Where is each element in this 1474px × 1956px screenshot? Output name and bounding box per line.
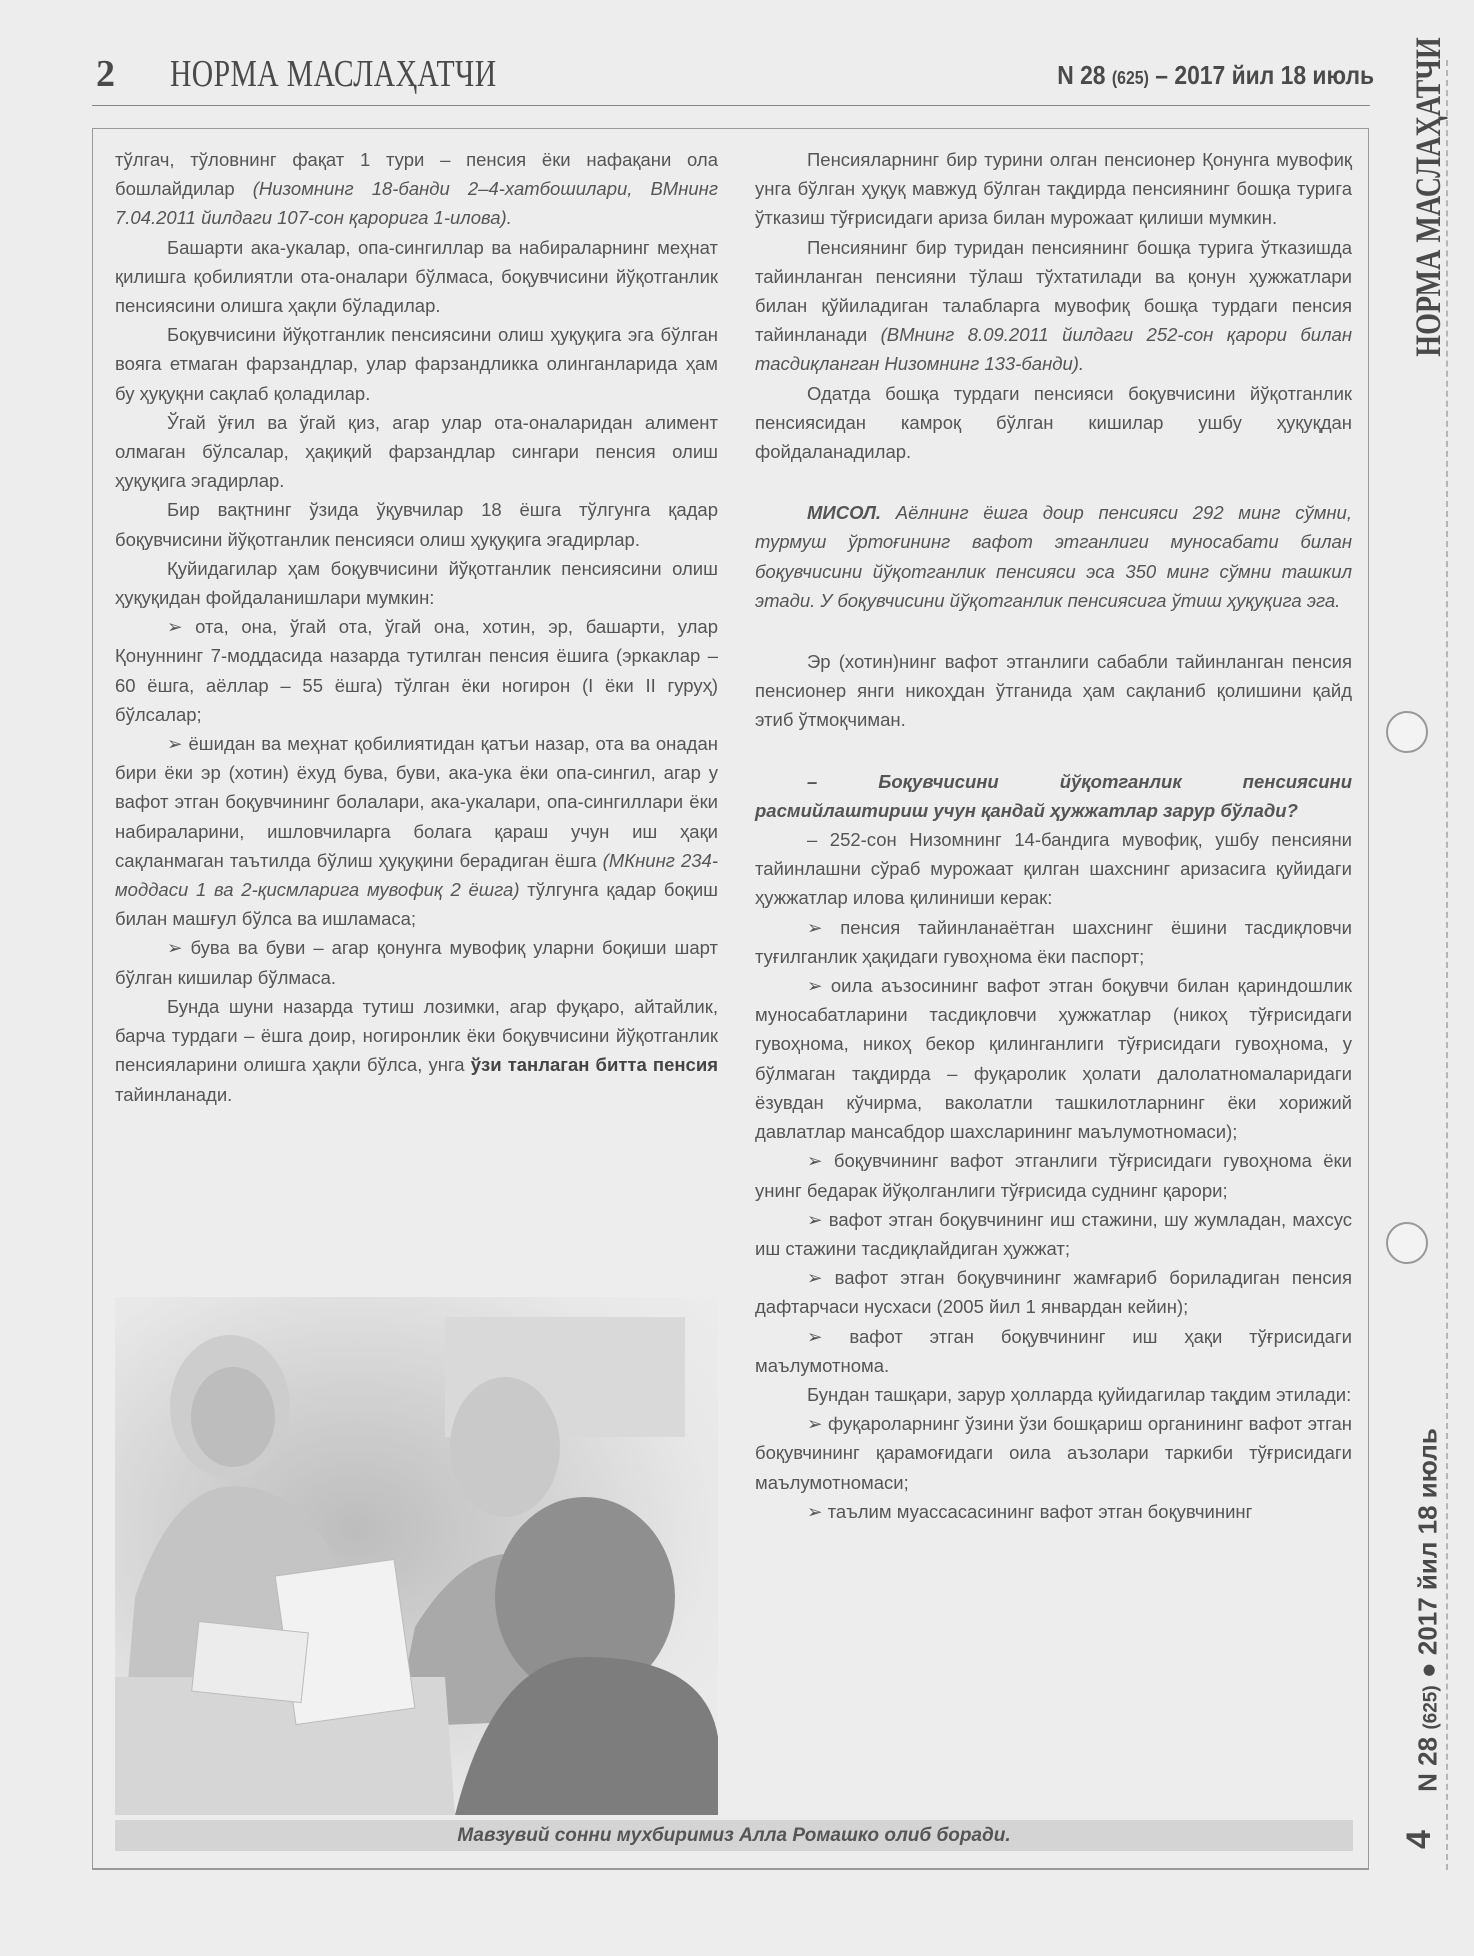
paragraph — [115, 554, 718, 612]
binder-hole — [1386, 711, 1428, 753]
body-text: ➢ вафот этган боқувчининг иш ҳақи тўғрисидаги маълумотнома. — [755, 1325, 1352, 1376]
paragraph — [755, 379, 1352, 467]
body-text: Ўгай ўғил ва ўгай қиз, агар улар ота-оналаридан алимент олмаган бўлсалар, ҳақиқий фарзандлар сингари пенсия олиш ҳуқуқига эгадирлар. — [115, 411, 718, 492]
issue-number: N 28 — [1057, 60, 1106, 90]
body-text: тайинланади. — [115, 1083, 233, 1105]
paragraph — [755, 1205, 1352, 1263]
body-text: – 252-сон Низомнинг 14-бандига мувофиқ, ушбу пенсияни тайинлашни сўраб мурожаат қилган шахснинг аризасига қуйидаги ҳужжатлар илова қилиниши керак: — [755, 829, 1352, 909]
emphasis-text: ўзи танлаган битта пенсия — [470, 1054, 718, 1076]
body-text: ➢ таълим муассасасининг вафот этган боқувчининг — [807, 1500, 1253, 1522]
body-text: Башарти ака-укалар, опа-сингиллар ва набираларнинг меҳнат қилишга қобилиятли ота-оналари бўлмаса, боқувчисини йўқотганлик пенсиясини олишга ҳақли бўладилар. — [115, 236, 718, 317]
emphasis-text: МИСОЛ. — [807, 502, 882, 524]
body-text: Пенсияларнинг бир турини олган пенсионер Қонунга мувофиқ унга бўлган ҳуқуқ мавжуд бўлган тақдирда пенсиянинг бошқа турига ўтказиш тўғрисидаги ариза билан мурожаат қилиши мумкин. — [755, 149, 1352, 229]
paragraph — [115, 933, 718, 991]
article-photo — [115, 1297, 718, 1815]
paragraph — [755, 1409, 1352, 1497]
paragraph — [755, 1380, 1352, 1409]
issue-date: – 2017 йил 18 июль — [1155, 60, 1374, 90]
binder-hole — [1386, 1222, 1428, 1264]
side-issue-date: ● 2017 йил 18 июль — [1412, 1428, 1443, 1679]
paragraph — [755, 1263, 1352, 1321]
side-masthead-text: НОРМА МАСЛАҲАТЧИ — [1408, 37, 1448, 357]
body-text: ➢ пенсия тайинланаётган шахснинг ёшини тасдиқловчи туғилганлик ҳақидаги гувоҳнома ёки паспорт; — [755, 916, 1352, 967]
side-issue-info — [1398, 1350, 1458, 1870]
emphasis-text: – Боқувчисини йўқотганлик пенсиясини расмийлаштириш учун қандай ҳужжатлар зарур бўлади? — [755, 770, 1352, 821]
right-column — [755, 145, 1352, 1526]
body-text: Одатда бошқа турдаги пенсияси боқувчисини йўқотганлик пенсиясидан камроқ бўлган кишилар ушбу ҳуқуқдан фойдаланадилар. — [755, 382, 1352, 463]
body-text: Бундан ташқари, зарур ҳолларда қуйидагилар тақдим этилади: — [807, 1383, 1352, 1405]
left-column — [115, 145, 718, 1109]
body-text: ➢ вафот этган боқувчининг иш стажини, шу жумладан, махсус иш стажини тасдиқлайдиган ҳужжат; — [755, 1208, 1352, 1259]
paragraph — [115, 495, 718, 553]
paragraph — [115, 729, 718, 933]
paragraph — [115, 612, 718, 729]
paragraph — [755, 971, 1352, 1146]
side-masthead — [1398, 37, 1458, 357]
body-text: тўлгунга қадар боқиш билан машғул бўлса ва ишламаса; — [115, 879, 718, 930]
paragraph — [755, 1146, 1352, 1204]
body-text: Бунда шуни назарда тутиш лозимки, агар фуқаро, айтайлик, барча турдаги – ёшга доир, ногиронлик ёки боқувчисини йўқотганлик пенсияларини олишга ҳақли бўлса, унга — [115, 995, 718, 1076]
paragraph — [755, 1497, 1352, 1526]
side-page-number: 4 — [1399, 1830, 1438, 1849]
paragraph — [115, 320, 718, 408]
paragraph — [755, 233, 1352, 379]
citation-text: (Низомнинг 18-банди 2–4-хатбошилари, ВМнинг 7.04.2011 йилдаги 107-сон қарорига 1-илова). — [115, 178, 718, 229]
body-text: ➢ ота, она, ўгай ота, ўгай она, хотин, эр, башарти, улар Қонуннинг 7-моддасида назарда тутилган пенсия ёшига (эркаклар – 60 ёшга, аёллар – 55 ёшга) тўлган ёки ногирон (I ёки II гуруҳ) бўлсалар; — [115, 616, 718, 725]
citation-text: (МКнинг 234-моддаси 1 ва 2-қисмларига мувофиқ 2 ёшга) — [115, 849, 719, 901]
issue-total: (625) — [1111, 68, 1149, 88]
paragraph — [115, 408, 718, 496]
issue-info — [1057, 60, 1374, 91]
body-text: ➢ вафот этган боқувчининг жамғариб бориладиган пенсия дафтарчаси нусхаси (2005 йил 1 январдан кейин); — [755, 1267, 1352, 1318]
body-text: Бир вақтнинг ўзида ўқувчилар 18 ёшга тўлгунга қадар боқувчисини йўқотганлик пенсияси олиш ҳуқуқига эгадирлар. — [115, 499, 718, 550]
body-text: ➢ фуқароларнинг ўзини ўзи бошқариш органининг вафот этган боқувчининг қарамоғидаги оила аъзолари таркиби тўғрисидаги маълумотномаси; — [755, 1413, 1352, 1493]
paragraph — [115, 992, 718, 1109]
side-issue-number: N 28 — [1412, 1736, 1443, 1792]
body-text: ➢ боқувчининг вафот этганлиги тўғрисидаги гувоҳнома ёки унинг бедарак йўқолганлиги тўғрисида суднинг қарори; — [755, 1150, 1352, 1201]
paragraph — [115, 233, 718, 321]
paragraph — [755, 913, 1352, 971]
body-text: Қуйидагилар ҳам боқувчисини йўқотганлик пенсиясини олиш ҳуқуқидан фойдаланишлари мумкин: — [115, 557, 718, 609]
body-text: ➢ оила аъзосининг вафот этган боқувчи билан қариндошлик муносабатларини тасдиқловчи ҳужжатлар (никоҳ тўғрисидаги гувоҳнома, никоҳ бекор қилинганлиги тўғрисидаги гувоҳнома, у бўлмаган тақдирда – фуқаролик ҳолати далолатномаларидаги ёзувдан кўчирма, ваколатли ташкилотларнинг ёки хорижий давлатлар мансабдор шахсларининг маълумотномаси); — [755, 975, 1352, 1143]
body-text: Пенсиянинг бир туридан пенсиянинг бошқа турига ўтказишда тайинланган пенсияни тўлаш тўхтатилади ва қонун ҳужжатлари билан қўйиладиган талабларга мувофиқ бошқа турдаги пенсия тайинланади — [755, 236, 1352, 346]
body-text: тўлгач, тўловнинг фақат 1 тури – пенсия ёки нафақани ола бошлайдилар — [115, 149, 718, 200]
paragraph — [755, 498, 1352, 615]
photo-caption: Мавзувий сонни мухбиримиз Алла Ромашко олиб боради. — [115, 1820, 1353, 1851]
citation-text: Аёлнинг ёшга доир пенсияси 292 минг сўмни, турмуш ўртоғининг вафот этганлиги муносабати билан боқувчисини йўқотганлик пенсияси эса 350 минг сўмни ташкил этади. У боқувчисини йўқотганлик пенсиясига ўтиш ҳуқуқига эга. — [755, 502, 1352, 611]
header-rule — [92, 105, 1370, 106]
side-issue-total: (625) — [1420, 1685, 1442, 1730]
paragraph — [755, 647, 1352, 735]
paragraph — [755, 825, 1352, 913]
citation-text: (ВМнинг 8.09.2011 йилдаги 252-сон қарори билан тасдиқланган Низомнинг 133-банди). — [755, 324, 1352, 375]
body-text: ➢ бува ва буви – агар қонунга мувофиқ уларни боқиши шарт бўлган кишилар бўлмаса. — [115, 937, 718, 988]
masthead-title: НОРМА МАСЛАҲАТЧИ — [170, 53, 497, 95]
body-text: Эр (хотин)нинг вафот этганлиги сабабли тайинланган пенсия пенсионер янги никоҳдан ўтганида ҳам сақланиб қолишини қайд этиб ўтмоқчиман. — [755, 651, 1352, 731]
paragraph — [755, 145, 1352, 233]
paragraph — [755, 1322, 1352, 1380]
paragraph — [115, 145, 718, 233]
paragraph — [755, 767, 1352, 825]
body-text: Боқувчисини йўқотганлик пенсиясини олиш ҳуқуқига эга бўлган вояга етмаган фарзандлар, улар фарзандликка олинганларида ҳам бу ҳуқуқни сақлаб қоладилар. — [115, 324, 718, 404]
body-text: ➢ ёшидан ва меҳнат қобилиятидан қатъи назар, ота ва онадан бири ёки эр (хотин) ёхуд бува, буви, ака-ука ёки опа-сингил, агар у вафот этган боқувчининг болалари, ака-укалари, опа-сингиллари ёки набираларини, ишловчиларга болага қараш учун иш ҳақи сақланмаган таътилда бўлиш ҳуқуқини берадиган ёшга — [115, 733, 718, 871]
page-number: 2 — [96, 53, 115, 95]
